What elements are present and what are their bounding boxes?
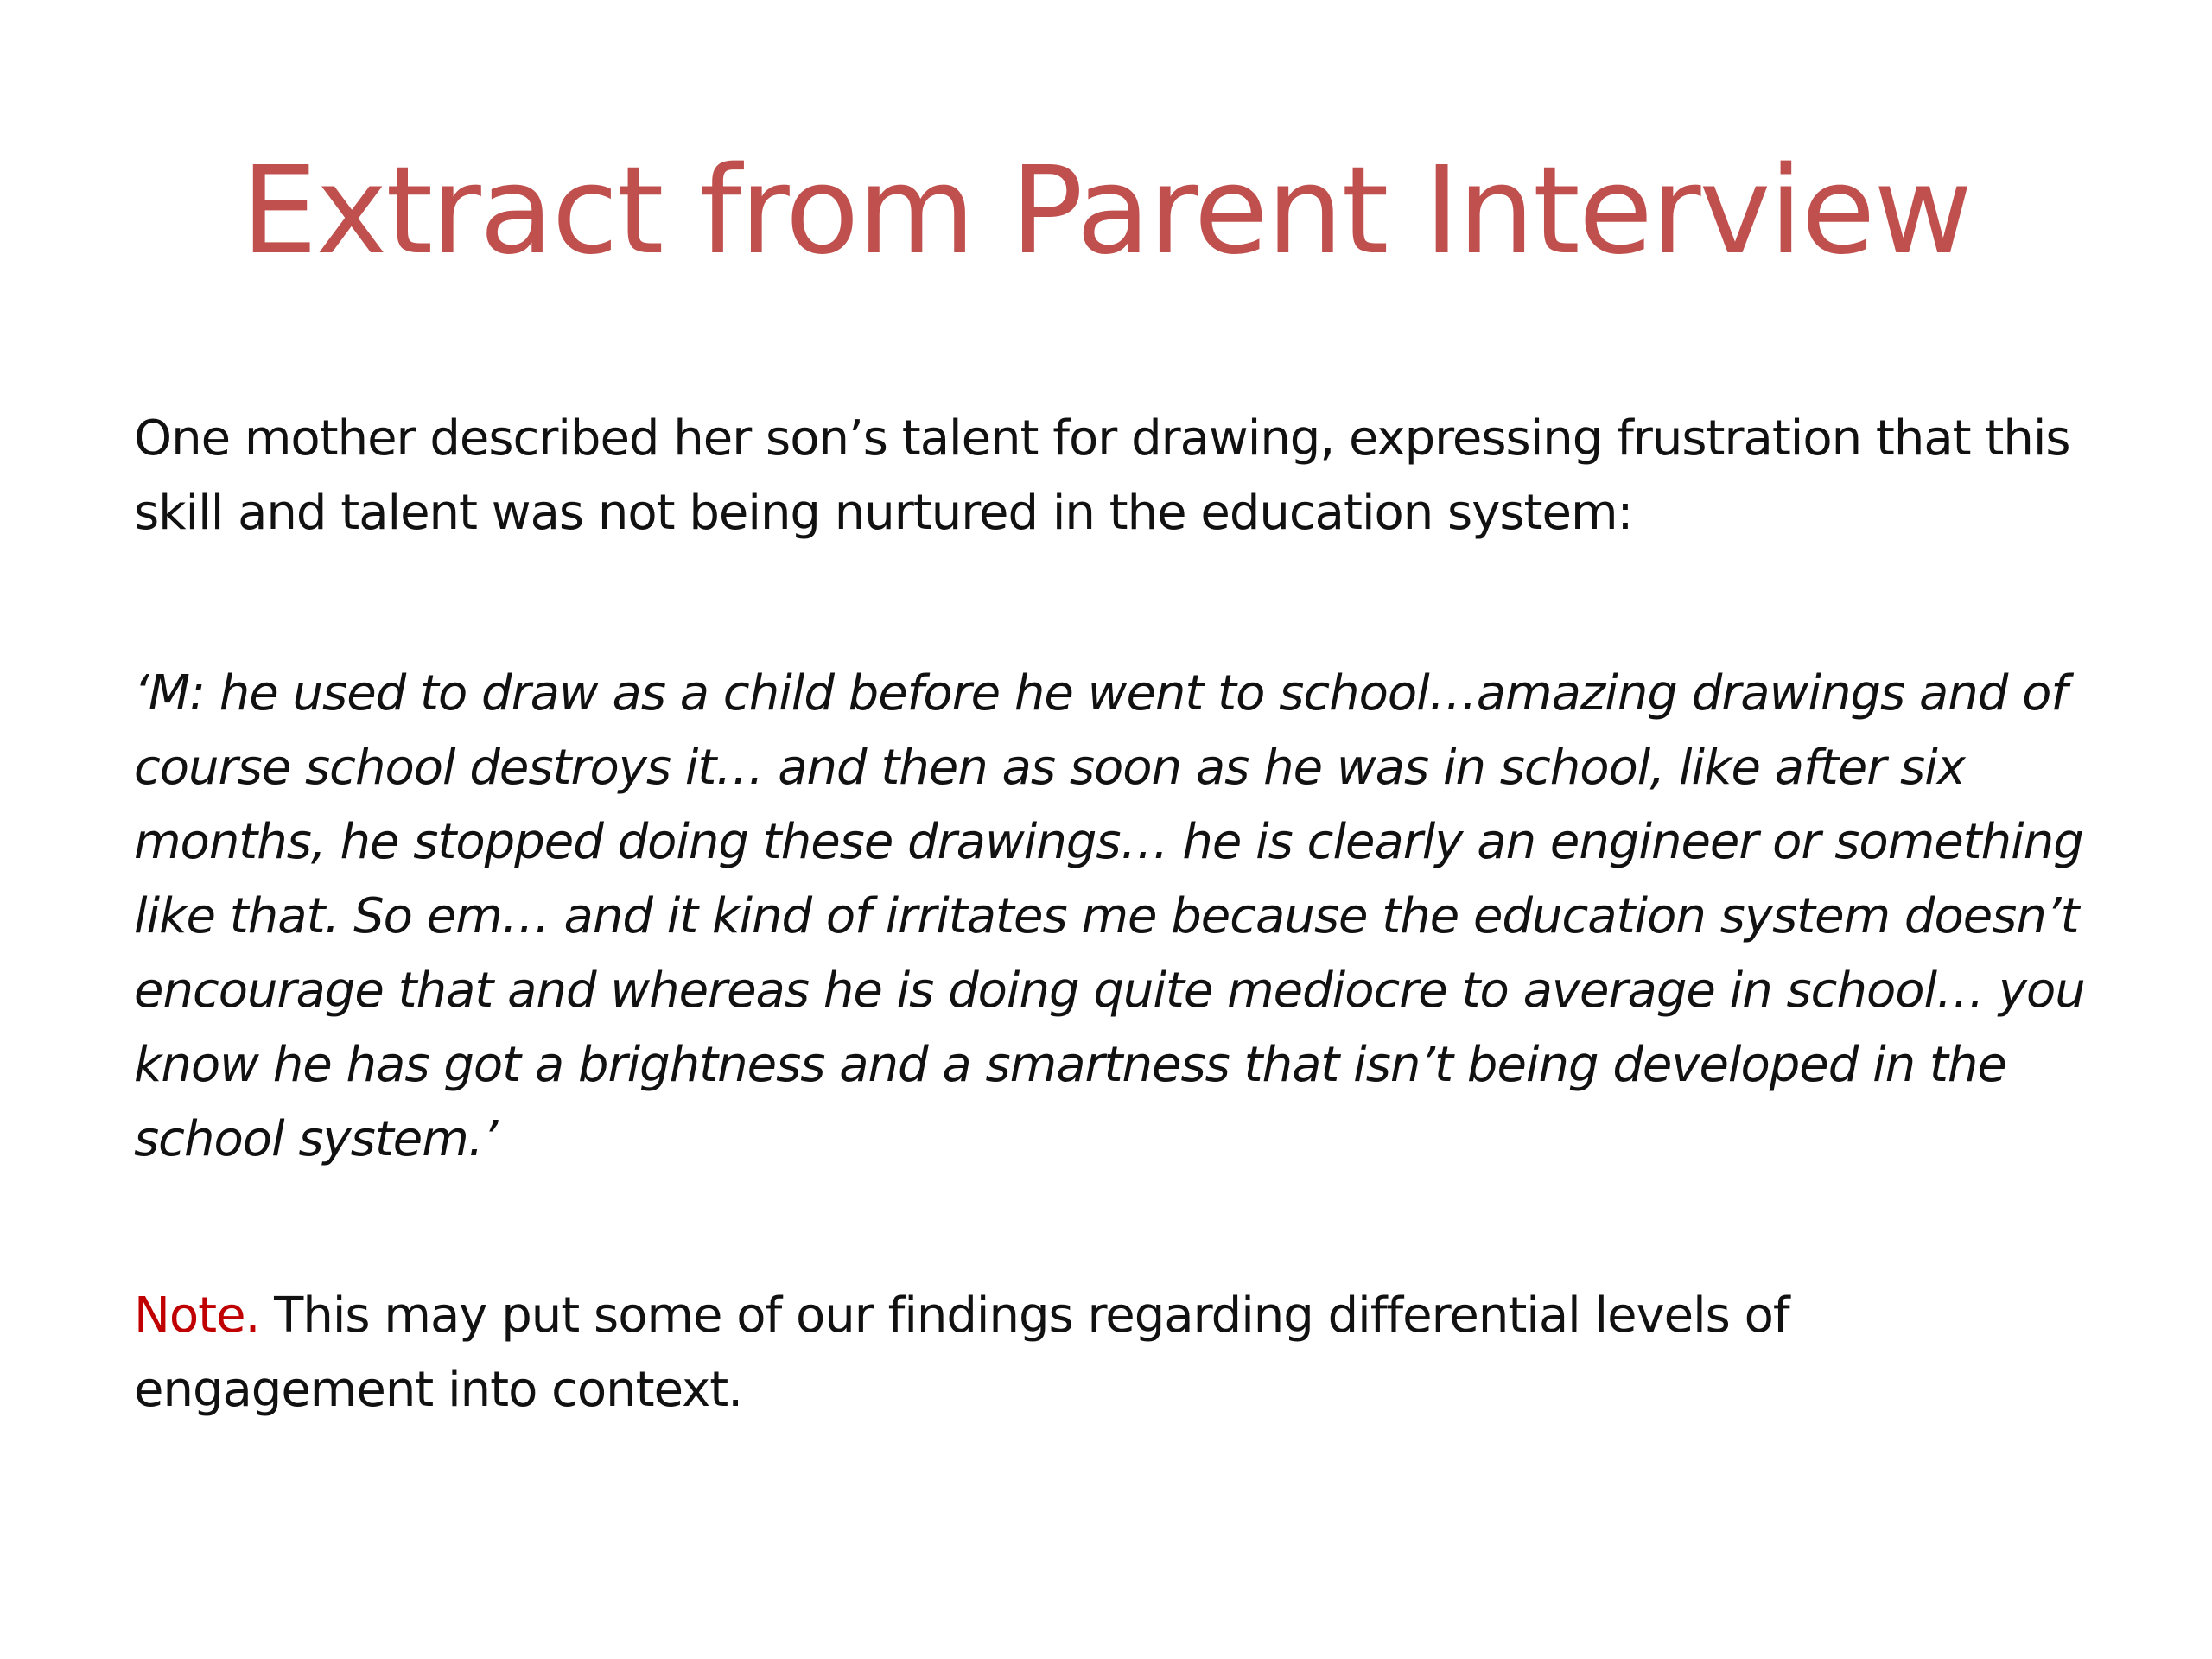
note-text: This may put some of our findings regarding differential levels of engagement into context. xyxy=(134,1287,1789,1418)
interview-quote: ‘M: he used to draw as a child before he went to school…amazing drawings and of course school destroys it… and then as soon as he was in school, like after six months, he stopped doing these drawings… he is clearly an engineer or something like that. So em… and it kind of irritates me because the education system doesn’t encourage that and whereas he is doing quite mediocre to average in school… you know he has got a brightness and a smartness that isn’t being developed in the school system.’ xyxy=(134,665,2085,1167)
intro-paragraph: One mother described her son’s talent for drawing, expressing frustration that this skill and talent was not being nurtured in the education system: xyxy=(134,410,2070,541)
note-label: Note. xyxy=(134,1287,260,1344)
slide-title: Extract from Parent Interview xyxy=(241,141,1971,282)
note-paragraph xyxy=(134,1279,2087,1427)
